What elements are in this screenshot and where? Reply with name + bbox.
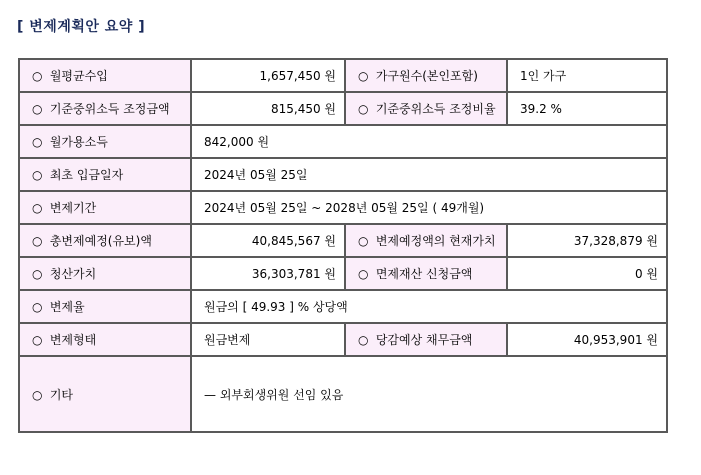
circle-bullet-icon: ○	[358, 69, 369, 83]
label-cell	[19, 356, 191, 432]
circle-bullet-icon: ○	[358, 267, 369, 281]
table-row	[19, 191, 667, 224]
repayment-summary-table	[18, 58, 668, 433]
repay-rate-label: 변제율	[49, 300, 85, 314]
total-planned-value: 40,845,567 원	[191, 224, 345, 257]
circle-bullet-icon: ○	[32, 333, 43, 347]
circle-bullet-icon: ○	[358, 102, 369, 116]
std-median-adj-label: 기준중위소득 조정금액	[49, 102, 170, 116]
other-label: 기타	[49, 387, 74, 402]
std-median-adj-value: 815,450 원	[191, 92, 345, 125]
repay-period-value: 2024년 05월 25일 ~ 2028년 05월 25일 ( 49개월)	[191, 191, 667, 224]
exempt-property-label: 면제재산 신청금액	[375, 267, 473, 281]
label-cell	[345, 92, 507, 125]
circle-bullet-icon: ○	[358, 333, 369, 347]
circle-bullet-icon: ○	[32, 387, 43, 402]
circle-bullet-icon: ○	[358, 234, 369, 248]
current-debt-label: 당감예상 채무금액	[375, 333, 473, 347]
label-cell	[19, 158, 191, 191]
circle-bullet-icon: ○	[32, 102, 43, 116]
label-cell	[345, 59, 507, 92]
circle-bullet-icon: ○	[32, 234, 43, 248]
circle-bullet-icon: ○	[32, 168, 43, 182]
label-cell	[345, 257, 507, 290]
table-row	[19, 323, 667, 356]
disposable-income-value: 842,000 원	[191, 125, 667, 158]
table-row	[19, 356, 667, 432]
table-row	[19, 290, 667, 323]
std-median-ratio-label: 기준중위소득 조정비율	[375, 102, 496, 116]
present-value-value: 37,328,879 원	[507, 224, 667, 257]
household-label: 가구원수(본인포함)	[375, 69, 478, 83]
table-row	[19, 158, 667, 191]
circle-bullet-icon: ○	[32, 135, 43, 149]
household-value: 1인 가구	[507, 59, 667, 92]
table-row	[19, 92, 667, 125]
circle-bullet-icon: ○	[32, 300, 43, 314]
label-cell	[19, 92, 191, 125]
liquidation-label: 청산가치	[49, 267, 97, 281]
label-cell	[19, 191, 191, 224]
label-cell	[345, 323, 507, 356]
first-deposit-value: 2024년 05월 25일	[191, 158, 667, 191]
repay-period-label: 변제기간	[49, 201, 97, 215]
circle-bullet-icon: ○	[32, 267, 43, 281]
label-cell	[19, 224, 191, 257]
repay-type-value: 원금변제	[191, 323, 345, 356]
circle-bullet-icon: ○	[32, 201, 43, 215]
repay-type-label: 변제형태	[49, 333, 97, 347]
label-cell	[19, 59, 191, 92]
table-row	[19, 125, 667, 158]
present-value-label: 변제예정액의 현재가치	[375, 234, 496, 248]
monthly-income-value: 1,657,450 원	[191, 59, 345, 92]
monthly-income-label: 월평균수입	[49, 69, 108, 83]
std-median-ratio-value: 39.2 %	[507, 92, 667, 125]
table-row	[19, 59, 667, 92]
first-deposit-label: 최초 입금일자	[49, 168, 124, 182]
table-row	[19, 257, 667, 290]
table-row	[19, 224, 667, 257]
repay-rate-value: 원금의 [ 49.93 ] % 상당액	[191, 290, 667, 323]
circle-bullet-icon: ○	[32, 69, 43, 83]
liquidation-value: 36,303,781 원	[191, 257, 345, 290]
label-cell	[345, 224, 507, 257]
label-cell	[19, 257, 191, 290]
total-planned-label: 총변제예정(유보)액	[49, 234, 152, 248]
other-value: — 외부회생위원 선임 있음	[191, 356, 667, 432]
page-title: [ 변제계획안 요약 ]	[17, 19, 146, 35]
label-cell	[19, 290, 191, 323]
label-cell	[19, 323, 191, 356]
exempt-property-value: 0 원	[507, 257, 667, 290]
current-debt-value: 40,953,901 원	[507, 323, 667, 356]
label-cell	[19, 125, 191, 158]
disposable-income-label: 월가용소득	[49, 135, 108, 149]
